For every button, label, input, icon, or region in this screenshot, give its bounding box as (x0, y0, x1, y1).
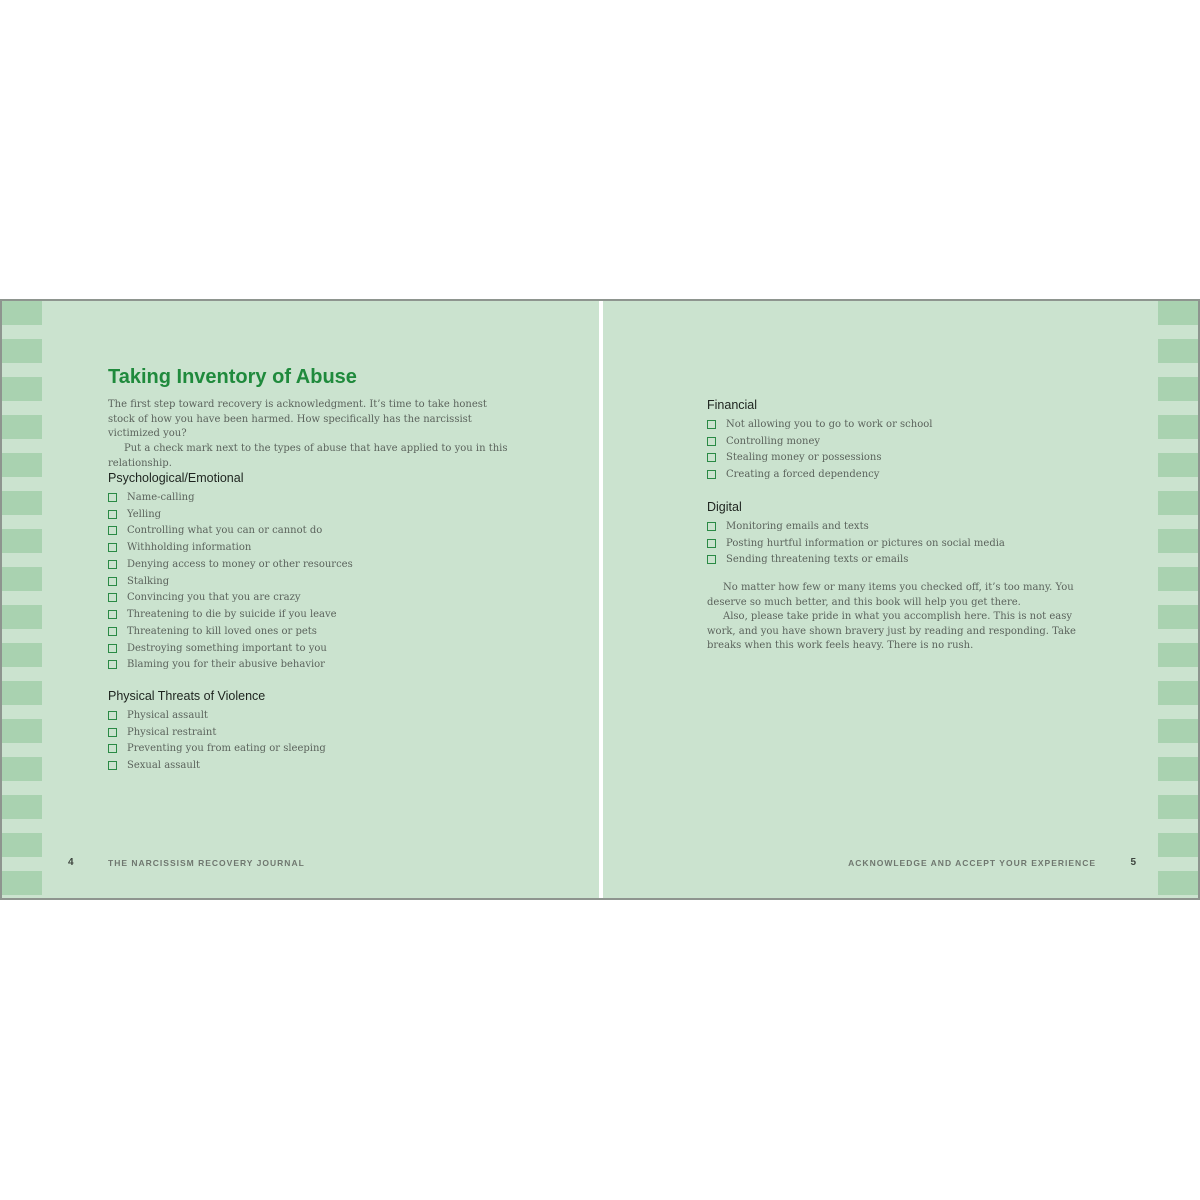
checklist-item-label: Posting hurtful information or pictures on social media (726, 537, 1005, 549)
checkbox[interactable] (707, 420, 716, 429)
intro-paragraph: The first step toward recovery is acknowledgment. It’s time to take honest stock of how you have been harmed. How specifically has the narcissist victimized you? (108, 399, 487, 440)
intro-paragraph: Put a check mark next to the types of abuse that have applied to you in this relationship. (108, 443, 508, 469)
checklist-item (707, 450, 932, 467)
checklist-item-label: Preventing you from eating or sleeping (127, 743, 326, 755)
checklist-item-label: Threatening to kill loved ones or pets (127, 625, 317, 637)
checkbox[interactable] (707, 522, 716, 531)
checklist-item (707, 433, 932, 450)
running-head: ACKNOWLEDGE AND ACCEPT YOUR EXPERIENCE (848, 858, 1096, 868)
body-paragraph: Also, please take pride in what you accomplish here. This is not easy work, and you have shown bravery just by reading and responding. Take breaks when this work feels heavy. There is no rush. (707, 611, 1076, 651)
running-head: THE NARCISSISM RECOVERY JOURNAL (108, 858, 305, 868)
checkbox[interactable] (108, 560, 117, 569)
checklist-item-label: Monitoring emails and texts (726, 520, 869, 532)
checklist-item-label: Sexual assault (127, 760, 201, 772)
checkbox[interactable] (108, 728, 117, 737)
closing-text (707, 581, 1103, 654)
right-edge-stripes (1158, 301, 1198, 898)
checklist-item (108, 707, 326, 724)
checklist-item-label: Controlling what you can or cannot do (127, 525, 323, 537)
checklist-item (707, 466, 932, 483)
checklist-item-label: Controlling money (726, 435, 821, 447)
section-heading: Psychological/Emotional (108, 471, 244, 485)
body-paragraph: No matter how few or many items you checked off, it’s too many. You deserve so much better, and this book will help you get there. (707, 582, 1074, 608)
checkbox[interactable] (108, 526, 117, 535)
checklist-item (108, 556, 353, 573)
checklist-item (707, 552, 1005, 569)
checklist (108, 707, 326, 774)
checklist-item (108, 573, 353, 590)
checklist (707, 518, 1005, 568)
checklist-item (108, 590, 353, 607)
checklist-item-label: Destroying something important to you (127, 642, 327, 654)
section-psychological-emotional (108, 471, 353, 673)
checkbox[interactable] (707, 539, 716, 548)
checkbox[interactable] (108, 660, 117, 669)
checklist-item (707, 535, 1005, 552)
checklist-item-label: Stealing money or possessions (726, 452, 882, 464)
checkbox[interactable] (108, 543, 117, 552)
page-number: 5 (1130, 857, 1136, 868)
checklist-item-label: Withholding information (127, 542, 252, 554)
checklist-item (108, 539, 353, 556)
checklist-item-label: Stalking (127, 575, 170, 587)
checkbox[interactable] (108, 711, 117, 720)
checklist-item (108, 640, 353, 657)
checklist-item (108, 741, 326, 758)
checklist-item (108, 606, 353, 623)
checkbox[interactable] (108, 744, 117, 753)
checklist-item (108, 757, 326, 774)
checkbox[interactable] (108, 610, 117, 619)
checklist-item-label: Physical restraint (127, 726, 217, 738)
section-financial (707, 398, 932, 483)
section-heading: Physical Threats of Violence (108, 689, 266, 703)
checkbox[interactable] (108, 644, 117, 653)
page-number: 4 (68, 857, 74, 868)
checklist (108, 489, 353, 673)
checkbox[interactable] (707, 555, 716, 564)
section-physical-threats (108, 689, 326, 774)
checklist-item (108, 489, 353, 506)
right-page (603, 301, 1161, 898)
checklist (707, 416, 932, 483)
section-heading: Digital (707, 500, 742, 514)
page-title: Taking Inventory of Abuse (108, 366, 357, 388)
checkbox[interactable] (707, 470, 716, 479)
checklist-item-label: Sending threatening texts or emails (726, 554, 909, 566)
checkbox[interactable] (108, 627, 117, 636)
checkbox[interactable] (108, 493, 117, 502)
checkbox[interactable] (108, 510, 117, 519)
checklist-item (707, 518, 1005, 535)
book-spread (0, 299, 1200, 900)
checklist-item (108, 657, 353, 674)
checklist-item-label: Not allowing you to go to work or school (726, 418, 933, 430)
section-heading: Financial (707, 398, 758, 412)
checklist-item-label: Blaming you for their abusive behavior (127, 659, 325, 671)
checklist-item-label: Creating a forced dependency (726, 469, 880, 481)
checklist-item (108, 506, 353, 523)
checklist-item (707, 416, 932, 433)
checkbox[interactable] (707, 453, 716, 462)
section-digital (707, 500, 1005, 568)
checklist-item-label: Yelling (127, 508, 162, 520)
left-page (42, 301, 599, 898)
checklist-item (108, 724, 326, 741)
checkbox[interactable] (108, 577, 117, 586)
checklist-item (108, 523, 353, 540)
checkbox[interactable] (108, 593, 117, 602)
checklist-item-label: Name-calling (127, 491, 195, 503)
checkbox[interactable] (707, 437, 716, 446)
checklist-item (108, 623, 353, 640)
checklist-item-label: Physical assault (127, 709, 208, 721)
checklist-item-label: Convincing you that you are crazy (127, 592, 301, 604)
left-edge-stripes (2, 301, 42, 898)
checklist-item-label: Denying access to money or other resources (127, 558, 353, 570)
checklist-item-label: Threatening to die by suicide if you leave (127, 609, 337, 621)
intro-text (108, 398, 508, 472)
checkbox[interactable] (108, 761, 117, 770)
